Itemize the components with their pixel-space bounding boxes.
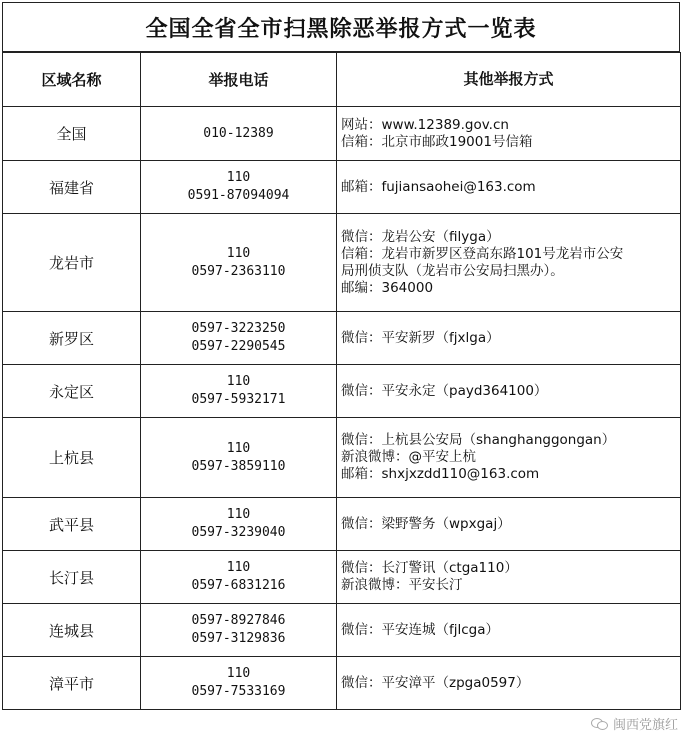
other-method-line: 网站：www.12389.gov.cn <box>341 116 509 133</box>
phone-number: 0597-5932171 <box>191 392 286 407</box>
phone-cell <box>141 551 337 604</box>
other-method-cell <box>337 107 681 161</box>
phone-number: 0597-3859110 <box>191 458 286 474</box>
phone-number: 110 <box>226 560 251 575</box>
table-row <box>3 107 681 161</box>
other-method-cell <box>337 161 681 214</box>
other-method-cell <box>337 418 681 498</box>
phone-cell <box>141 312 337 365</box>
other-method-cell <box>337 498 681 551</box>
phone-number: 110 <box>226 374 251 389</box>
region-cell: 上杭县 <box>3 418 141 498</box>
report-table <box>2 52 681 710</box>
phone-number: 0597-2290545 <box>191 339 286 354</box>
header-phone: 举报电话 <box>141 53 337 107</box>
table-row <box>3 161 681 214</box>
table-row <box>3 657 681 710</box>
phone-number: 0591-87094094 <box>187 188 290 203</box>
other-method-line: 信箱：龙岩市新罗区登高东路101号龙岩市公安 <box>341 245 624 262</box>
other-method-line: 微信：梁野警务（wpxgaj） <box>341 515 511 532</box>
table-title: 全国全省全市扫黑除恶举报方式一览表 <box>2 2 680 52</box>
other-method-line: 微信：平安永定（payd364100） <box>341 382 548 399</box>
region-cell: 连城县 <box>3 604 141 657</box>
wechat-icon <box>591 717 609 731</box>
table-row <box>3 551 681 604</box>
phone-number: 110 <box>226 245 251 261</box>
phone-number: 0597-8927846 <box>191 613 286 628</box>
region-cell: 武平县 <box>3 498 141 551</box>
header-region: 区域名称 <box>3 53 141 107</box>
other-method-line: 微信：平安漳平（zpga0597） <box>341 674 530 691</box>
header-other: 其他举报方式 <box>337 53 681 107</box>
other-method-cell <box>337 312 681 365</box>
region-cell: 永定区 <box>3 365 141 418</box>
phone-number: 010-12389 <box>203 125 274 141</box>
phone-cell <box>141 604 337 657</box>
other-method-cell <box>337 365 681 418</box>
region-cell: 龙岩市 <box>3 214 141 312</box>
phone-number: 110 <box>226 440 251 456</box>
report-table-sheet <box>2 2 680 710</box>
phone-cell <box>141 418 337 498</box>
other-method-line: 邮编：364000 <box>341 279 434 296</box>
other-method-line: 微信：平安连城（fjlcga） <box>341 621 500 638</box>
table-row <box>3 604 681 657</box>
table-row <box>3 498 681 551</box>
phone-number: 110 <box>226 507 251 522</box>
region-cell: 福建省 <box>3 161 141 214</box>
other-method-line: 新浪微博：平安长汀 <box>341 577 463 593</box>
other-method-line: 微信：平安新罗（fjxlga） <box>341 329 500 346</box>
region-cell: 漳平市 <box>3 657 141 710</box>
phone-number: 0597-3129836 <box>191 631 286 646</box>
phone-cell <box>141 498 337 551</box>
other-method-cell <box>337 604 681 657</box>
table-body <box>3 107 681 710</box>
phone-number: 0597-3239040 <box>191 525 286 540</box>
table-row <box>3 312 681 365</box>
other-method-line: 邮箱：shxjxzdd110@163.com <box>341 466 540 482</box>
table-row <box>3 365 681 418</box>
other-method-cell <box>337 214 681 312</box>
region-cell: 长汀县 <box>3 551 141 604</box>
other-method-cell <box>337 657 681 710</box>
phone-number: 0597-3223250 <box>191 321 286 336</box>
other-method-cell <box>337 551 681 604</box>
phone-number: 110 <box>226 170 251 185</box>
region-cell: 全国 <box>3 107 141 161</box>
phone-cell <box>141 107 337 161</box>
phone-cell <box>141 657 337 710</box>
other-method-line: 新浪微博：@平安上杭 <box>341 449 476 465</box>
table-row <box>3 214 681 312</box>
other-method-line: 微信：龙岩公安（filyga） <box>341 228 500 245</box>
other-method-line: 信箱：北京市邮政19001号信箱 <box>341 133 533 150</box>
other-method-line: 微信：长汀警讯（ctga110） <box>341 560 518 576</box>
phone-cell <box>141 161 337 214</box>
phone-number: 0597-7533169 <box>191 684 286 699</box>
watermark <box>591 714 678 733</box>
other-method-line: 微信：上杭县公安局（shanghanggongan） <box>341 432 616 448</box>
region-cell: 新罗区 <box>3 312 141 365</box>
table-row <box>3 418 681 498</box>
other-method-line: 邮箱：fujiansaohei@163.com <box>341 178 536 195</box>
other-method-line: 局刑侦支队（龙岩市公安局扫黑办）。 <box>341 262 564 279</box>
phone-cell <box>141 214 337 312</box>
watermark-text: 闽西党旗红 <box>612 718 678 733</box>
phone-number: 0597-6831216 <box>191 578 286 593</box>
phone-number: 0597-2363110 <box>191 263 286 279</box>
phone-cell <box>141 365 337 418</box>
header-row <box>3 53 681 107</box>
phone-number: 110 <box>226 666 251 681</box>
